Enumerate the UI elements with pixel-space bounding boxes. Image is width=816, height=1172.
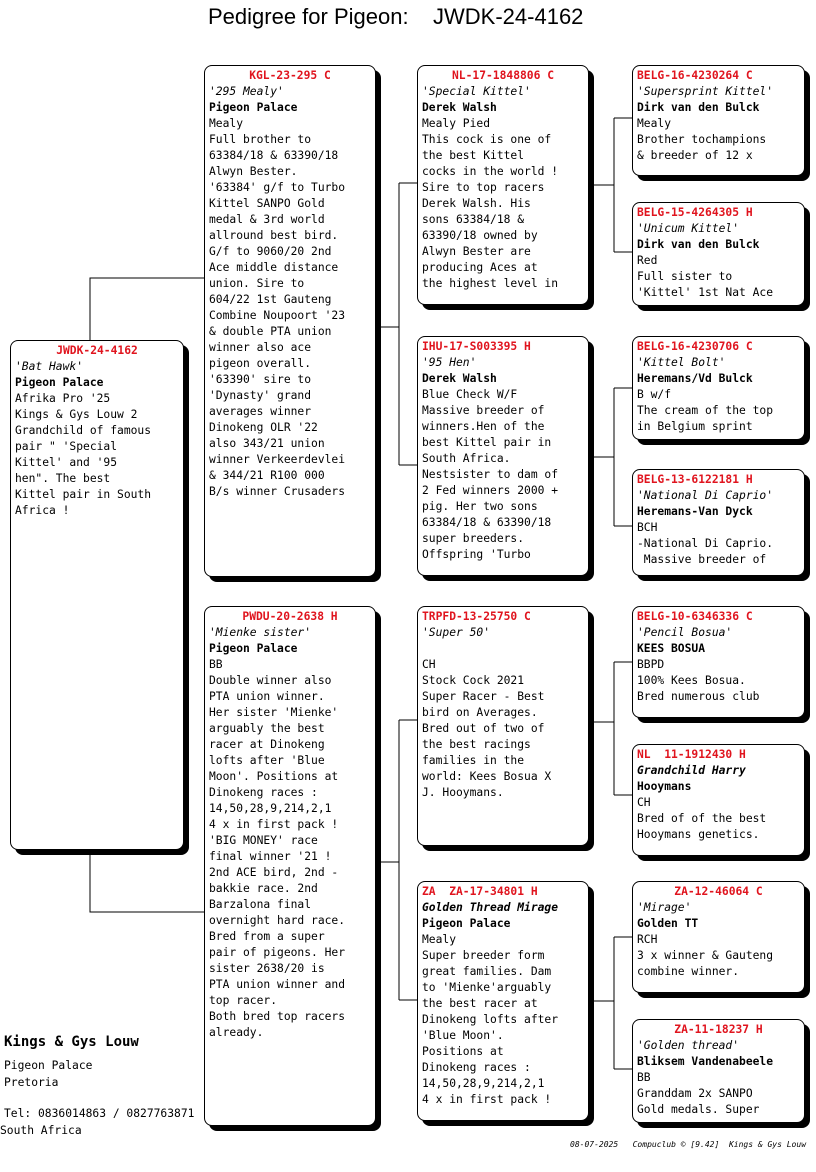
sire-line: & 344/21 R100 000 xyxy=(209,469,325,482)
grandparent-line: 63384/18 & 63390/18 xyxy=(422,516,552,529)
grandsire-maternal-card xyxy=(417,606,589,846)
great-grandparent-owner: Dirk van den Bulck xyxy=(637,101,760,114)
great-grandparent-line: Red xyxy=(637,254,658,267)
dam-card xyxy=(204,606,376,1126)
grandparent-line: Dinokeng lofts after xyxy=(422,1013,559,1026)
sire-line: pigeon overall. xyxy=(209,357,312,370)
grandparent-line: super breeders. xyxy=(422,532,525,545)
sire-line: medal & 3rd world xyxy=(209,213,325,226)
grandparent-line: world: Kees Bosua X xyxy=(422,770,552,783)
great-grandparent-line: & breeder of 12 x xyxy=(637,149,753,162)
sire-line: union. Sire to xyxy=(209,277,305,290)
dam-line: arguably the best xyxy=(209,722,325,735)
grandparent-line: producing Aces at xyxy=(422,261,538,274)
subject-line: pair " 'Special xyxy=(15,440,118,453)
grandparent-line: winners.Hen of the xyxy=(422,420,545,433)
great-grandparent-ring-number: BELG-13-6122181 H xyxy=(637,473,753,486)
great-grandparent-card xyxy=(632,1019,805,1123)
sire-line: winner Verkeerdevlei xyxy=(209,453,346,466)
great-grandparent-line: Granddam 2x SANPO xyxy=(637,1087,753,1100)
grandparent-ring-number: NL-17-1848806 C xyxy=(451,69,555,82)
sire-line: Alwyn Bester. xyxy=(209,165,298,178)
great-grandparent-line: 3 x winner & Gauteng xyxy=(637,949,774,962)
great-grandparent-line: The cream of the top xyxy=(637,404,774,417)
grandparent-owner: Pigeon Palace xyxy=(422,917,511,930)
dam-line: 4 x in first pack ! xyxy=(209,818,339,831)
grandparent-line: Sire to top racers xyxy=(422,181,545,194)
great-grandparent-name: Grandchild Harry xyxy=(637,764,746,777)
subject-name: 'Bat Hawk' xyxy=(15,360,84,373)
grandparent-name: '95 Hen' xyxy=(422,356,477,369)
grandsire-paternal-card xyxy=(417,65,589,305)
great-grandparent-name: 'Kittel Bolt' xyxy=(637,356,726,369)
dam-line: Her sister 'Mienke' xyxy=(209,706,339,719)
grandparent-ring-number: IHU-17-S003395 H xyxy=(422,340,531,353)
great-grandparent-card xyxy=(632,65,805,176)
great-grandparent-owner: Bliksem Vandenabeele xyxy=(637,1055,774,1068)
grandparent-name: 'Super 50' xyxy=(422,626,491,639)
great-grandparent-line: Mealy xyxy=(637,117,672,130)
grandparent-line: Positions at xyxy=(422,1045,504,1058)
dam-line: lofts after 'Blue xyxy=(209,754,325,767)
great-grandparent-ring-number: BELG-10-6346336 C xyxy=(637,610,753,623)
subject-line: Kittel pair in South xyxy=(15,488,152,501)
great-grandparent-ring-number: NL 11-1912430 H xyxy=(637,748,746,761)
grandparent-line: pig. Her two sons xyxy=(422,500,538,513)
grandparent-line: Super breeder form xyxy=(422,949,545,962)
grandparent-ring-number: TRPFD-13-25750 C xyxy=(422,610,531,623)
great-grandparent-line: BBPD xyxy=(637,658,665,671)
grandparent-line: great families. Dam xyxy=(422,965,552,978)
sire-line: '63390' sire to xyxy=(209,373,312,386)
grandparent-line: Super Racer - Best xyxy=(422,690,545,703)
grandparent-line: CH xyxy=(422,658,436,671)
granddam-maternal-card xyxy=(417,881,589,1121)
great-grandparent-line: Hooymans genetics. xyxy=(637,828,760,841)
great-grandparent-owner: Heremans/Vd Bulck xyxy=(637,372,753,385)
grandparent-line: Mealy xyxy=(422,933,457,946)
grandparent-line: Mealy Pied xyxy=(422,117,491,130)
breeder-name: Kings & Gys Louw xyxy=(4,1034,139,1050)
grandparent-line: the highest level in xyxy=(422,277,559,290)
dam-line: Bred from a super xyxy=(209,930,325,943)
great-grandparent-line: Brother tochampions xyxy=(637,133,767,146)
great-grandparent-owner: Heremans-Van Dyck xyxy=(637,505,753,518)
grandparent-line: Offspring 'Turbo xyxy=(422,548,531,561)
print-info: 08-07-2025 Compuclub © [9.42] Kings & Gys Louw xyxy=(570,1140,807,1149)
grandparent-line: cocks in the world ! xyxy=(422,165,559,178)
grandparent-line: South Africa. xyxy=(422,452,511,465)
subject-owner: Pigeon Palace xyxy=(15,376,104,389)
great-grandparent-card xyxy=(632,744,805,856)
sire-line: averages winner xyxy=(209,405,312,418)
dam-line: Barzalona final xyxy=(209,898,312,911)
great-grandparent-line: B w/f xyxy=(637,388,672,401)
sire-line: 604/22 1st Gauteng xyxy=(209,293,332,306)
dam-line: PTA union winner. xyxy=(209,690,325,703)
great-grandparent-line: Bred of of the best xyxy=(637,812,767,825)
dam-line: 2nd ACE bird, 2nd - xyxy=(209,866,339,879)
grandparent-line: Stock Cock 2021 xyxy=(422,674,525,687)
grandparent-line: the best racings xyxy=(422,738,531,751)
great-grandparent-name: 'Golden thread' xyxy=(637,1039,740,1052)
dam-owner: Pigeon Palace xyxy=(209,642,298,655)
dam-line: Double winner also xyxy=(209,674,332,687)
grandparent-line: 2 Fed winners 2000 + xyxy=(422,484,559,497)
dam-line: racer at Dinokeng xyxy=(209,738,325,751)
grandparent-ring-number: ZA ZA-17-34801 H xyxy=(422,885,538,898)
sire-line: Combine Noupoort '23 xyxy=(209,309,346,322)
great-grandparent-owner: Dirk van den Bulck xyxy=(637,238,760,251)
sire-line: B/s winner Crusaders xyxy=(209,485,346,498)
great-grandparent-name: 'National Di Caprio' xyxy=(637,489,774,502)
grandparent-line: Blue Check W/F xyxy=(422,388,518,401)
dam-line: Both bred top racers xyxy=(209,1010,346,1023)
great-grandparent-name: 'Mirage' xyxy=(637,901,692,914)
sire-line: '63384' g/f to Turbo xyxy=(209,181,346,194)
sire-line: G/f to 9060/20 2nd xyxy=(209,245,332,258)
great-grandparent-line: Massive breeder of xyxy=(637,553,767,566)
sire-line: winner also ace xyxy=(209,341,312,354)
great-grandparent-card xyxy=(632,469,805,576)
grandparent-line: Massive breeder of xyxy=(422,404,545,417)
great-grandparent-name: 'Unicum Kittel' xyxy=(637,222,740,235)
sire-line: Ace middle distance xyxy=(209,261,339,274)
grandparent-line: bird on Averages. xyxy=(422,706,538,719)
dam-line: 'BIG MONEY' race xyxy=(209,834,318,847)
dam-line: overnight hard race. xyxy=(209,914,346,927)
great-grandparent-line: Full sister to xyxy=(637,270,733,283)
great-grandparent-card xyxy=(632,202,805,306)
subject-line: Afrika Pro '25 xyxy=(15,392,111,405)
grandparent-line: to 'Mienke'arguably xyxy=(422,981,552,994)
dam-line: top racer. xyxy=(209,994,278,1007)
great-grandparent-ring-number: ZA-12-46064 C xyxy=(674,885,763,898)
breeder-city: Pretoria xyxy=(4,1076,59,1089)
grandparent-line: the best Kittel xyxy=(422,149,525,162)
dam-ring-number: PWDU-20-2638 H xyxy=(242,610,338,623)
sire-line: & double PTA union xyxy=(209,325,332,338)
great-grandparent-owner: KEES BOSUA xyxy=(637,642,706,655)
grandparent-line: This cock is one of xyxy=(422,133,552,146)
sire-line: Dinokeng OLR '22 xyxy=(209,421,318,434)
dam-line: Moon'. Positions at xyxy=(209,770,339,783)
grandparent-name: 'Special Kittel' xyxy=(422,85,531,98)
great-grandparent-owner: Hooymans xyxy=(637,780,692,793)
dam-line: final winner '21 ! xyxy=(209,850,332,863)
grandparent-name: Golden Thread Mirage xyxy=(422,901,559,914)
dam-line: PTA union winner and xyxy=(209,978,346,991)
breeder-phone: Tel: 0836014863 / 0827763871 xyxy=(4,1107,195,1120)
grandparent-line: 63390/18 owned by xyxy=(422,229,538,242)
grandparent-line: the best racer at xyxy=(422,997,538,1010)
dam-line: pair of pigeons. Her xyxy=(209,946,346,959)
grandparent-line: 'Blue Moon'. xyxy=(422,1029,504,1042)
great-grandparent-ring-number: BELG-15-4264305 H xyxy=(637,206,753,219)
sire-line: Kittel SANPO Gold xyxy=(209,197,325,210)
great-grandparent-line: in Belgium sprint xyxy=(637,420,753,433)
grandparent-line: Bred out of two of xyxy=(422,722,545,735)
subject-line: Kittel' and '95 xyxy=(15,456,118,469)
grandparent-line: Derek Walsh. His xyxy=(422,197,531,210)
subject-line: Grandchild of famous xyxy=(15,424,152,437)
subject-ring-number: JWDK-24-4162 xyxy=(56,344,138,357)
sire-line: also 343/21 union xyxy=(209,437,325,450)
sire-line: 63384/18 & 63390/18 xyxy=(209,149,339,162)
great-grandparent-line: Gold medals. Super xyxy=(637,1103,760,1116)
sire-line: Full brother to xyxy=(209,133,312,146)
subject-line: hen". The best xyxy=(15,472,111,485)
grandparent-line: best Kittel pair in xyxy=(422,436,552,449)
dam-name: 'Mienke sister' xyxy=(209,626,312,639)
dam-line: Dinokeng races : xyxy=(209,786,318,799)
subject-line: Africa ! xyxy=(15,504,70,517)
great-grandparent-card xyxy=(632,881,805,993)
grandparent-line: 14,50,28,9,214,2,1 xyxy=(422,1077,545,1090)
great-grandparent-line: BB xyxy=(637,1071,651,1084)
grandparent-line: families in the xyxy=(422,754,525,767)
sire-ring-number: KGL-23-295 C xyxy=(249,69,331,82)
great-grandparent-line: Bred numerous club xyxy=(637,690,760,703)
grandparent-line: J. Hooymans. xyxy=(422,786,504,799)
great-grandparent-line: BCH xyxy=(637,521,658,534)
grandparent-owner: Derek Walsh xyxy=(422,101,497,114)
grandparent-line: sons 63384/18 & xyxy=(422,213,525,226)
subject-line: Kings & Gys Louw 2 xyxy=(15,408,138,421)
great-grandparent-card xyxy=(632,336,805,440)
grandparent-owner: Derek Walsh xyxy=(422,372,497,385)
great-grandparent-ring-number: ZA-11-18237 H xyxy=(674,1023,763,1036)
grandparent-line: Dinokeng races : xyxy=(422,1061,531,1074)
dam-line: already. xyxy=(209,1026,264,1039)
grandparent-line: Alwyn Bester are xyxy=(422,245,531,258)
great-grandparent-line: 100% Kees Bosua. xyxy=(637,674,746,687)
dam-line: 14,50,28,9,214,2,1 xyxy=(209,802,332,815)
dam-line: BB xyxy=(209,658,223,671)
great-grandparent-ring-number: BELG-16-4230706 C xyxy=(637,340,753,353)
sire-owner: Pigeon Palace xyxy=(209,101,298,114)
page-title: Pedigree for Pigeon: JWDK-24-4162 xyxy=(208,4,584,29)
great-grandparent-owner: Golden TT xyxy=(637,917,699,930)
great-grandparent-card xyxy=(632,606,805,718)
great-grandparent-line: 'Kittel' 1st Nat Ace xyxy=(637,286,774,299)
grandparent-line: Nestsister to dam of xyxy=(422,468,559,481)
sire-name: '295 Mealy' xyxy=(209,85,284,98)
dam-line: bakkie race. 2nd xyxy=(209,882,318,895)
great-grandparent-line: CH xyxy=(637,796,651,809)
dam-line: sister 2638/20 is xyxy=(209,962,325,975)
great-grandparent-line: combine winner. xyxy=(637,965,740,978)
breeder-loft: Pigeon Palace xyxy=(4,1059,93,1072)
great-grandparent-ring-number: BELG-16-4230264 C xyxy=(637,69,753,82)
granddam-paternal-card xyxy=(417,336,589,576)
great-grandparent-line: RCH xyxy=(637,933,658,946)
breeder-country: South Africa xyxy=(0,1124,82,1137)
great-grandparent-line: -National Di Caprio. xyxy=(637,537,774,550)
sire-card xyxy=(204,65,376,577)
subject-card xyxy=(10,340,184,850)
great-grandparent-name: 'Pencil Bosua' xyxy=(637,626,733,639)
sire-line: 'Dynasty' grand xyxy=(209,389,312,402)
grandparent-line: 4 x in first pack ! xyxy=(422,1093,552,1106)
great-grandparent-name: 'Supersprint Kittel' xyxy=(637,85,774,98)
grandparent-owner xyxy=(422,641,584,657)
sire-line: Mealy xyxy=(209,117,244,130)
sire-line: allround best bird. xyxy=(209,229,339,242)
